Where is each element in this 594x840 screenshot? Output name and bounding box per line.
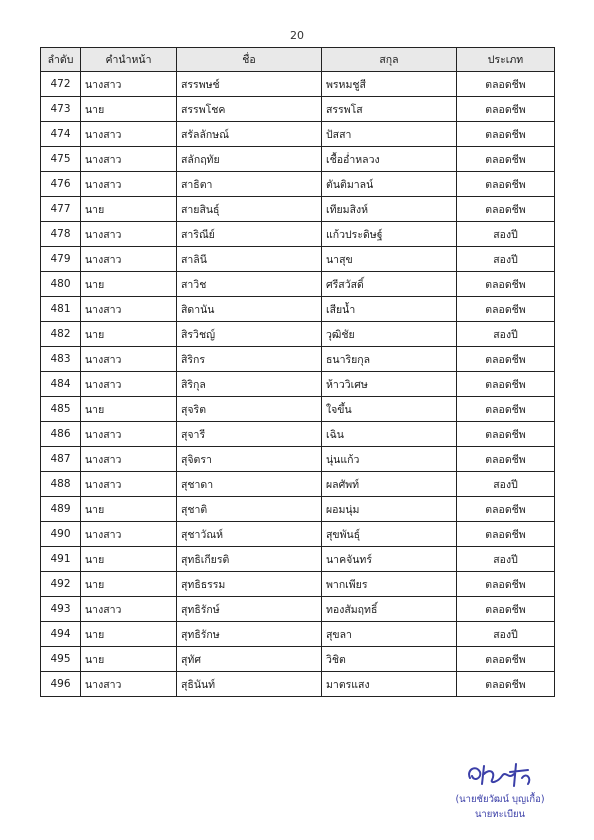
cell-order: 483: [41, 347, 81, 372]
cell-membership-type: สองปี: [457, 622, 555, 647]
cell-order: 474: [41, 122, 81, 147]
cell-membership-type: ตลอดชีพ: [457, 197, 555, 222]
table-row: [41, 72, 555, 97]
cell-title: นางสาว: [81, 147, 177, 172]
table-row: [41, 472, 555, 497]
cell-membership-type: สองปี: [457, 247, 555, 272]
cell-first-name: สุทธิเกียรติ: [177, 547, 322, 572]
cell-first-name: สาลินี: [177, 247, 322, 272]
table-row: [41, 397, 555, 422]
cell-last-name: นาสุข: [322, 247, 457, 272]
cell-first-name: สุทัศ: [177, 647, 322, 672]
cell-last-name: ศรีสวัสดิ์: [322, 272, 457, 297]
cell-membership-type: ตลอดชีพ: [457, 147, 555, 172]
header-order: ลำดับ: [41, 48, 81, 72]
cell-membership-type: ตลอดชีพ: [457, 372, 555, 397]
cell-title: นาย: [81, 272, 177, 297]
cell-title: นาย: [81, 497, 177, 522]
cell-membership-type: ตลอดชีพ: [457, 672, 555, 697]
cell-first-name: สุจริต: [177, 397, 322, 422]
table-row: [41, 322, 555, 347]
cell-title: นาย: [81, 97, 177, 122]
cell-title: นางสาว: [81, 122, 177, 147]
cell-last-name: สุขลา: [322, 622, 457, 647]
table-row: [41, 247, 555, 272]
table-row: [41, 172, 555, 197]
cell-membership-type: สองปี: [457, 547, 555, 572]
cell-order: 478: [41, 222, 81, 247]
cell-first-name: สรรพษช์: [177, 72, 322, 97]
cell-last-name: พรหมชูสี: [322, 72, 457, 97]
cell-title: นาย: [81, 647, 177, 672]
table-row: [41, 597, 555, 622]
table-row: [41, 297, 555, 322]
table-row: [41, 272, 555, 297]
cell-order: 496: [41, 672, 81, 697]
cell-last-name: พากเพียร: [322, 572, 457, 597]
cell-first-name: สิริกร: [177, 347, 322, 372]
cell-membership-type: สองปี: [457, 472, 555, 497]
cell-title: นาย: [81, 322, 177, 347]
member-table: [40, 47, 555, 697]
cell-first-name: สาวิช: [177, 272, 322, 297]
header-membership-type: ประเภท: [457, 48, 555, 72]
cell-title: นางสาว: [81, 422, 177, 447]
header-title: คำนำหน้า: [81, 48, 177, 72]
cell-membership-type: สองปี: [457, 222, 555, 247]
cell-title: นางสาว: [81, 222, 177, 247]
cell-first-name: สุชาวัณห์: [177, 522, 322, 547]
cell-last-name: ใจขึ้น: [322, 397, 457, 422]
cell-last-name: วิชิต: [322, 647, 457, 672]
cell-title: นางสาว: [81, 72, 177, 97]
cell-last-name: เทียมสิงห์: [322, 197, 457, 222]
table-row: [41, 197, 555, 222]
table-row: [41, 672, 555, 697]
cell-membership-type: ตลอดชีพ: [457, 172, 555, 197]
cell-order: 480: [41, 272, 81, 297]
cell-order: 476: [41, 172, 81, 197]
cell-first-name: สายสินธุ์: [177, 197, 322, 222]
cell-membership-type: ตลอดชีพ: [457, 597, 555, 622]
cell-membership-type: ตลอดชีพ: [457, 72, 555, 97]
cell-title: นาย: [81, 197, 177, 222]
cell-order: 490: [41, 522, 81, 547]
cell-title: นางสาว: [81, 247, 177, 272]
table-row: [41, 522, 555, 547]
cell-membership-type: ตลอดชีพ: [457, 422, 555, 447]
cell-membership-type: ตลอดชีพ: [457, 347, 555, 372]
cell-first-name: สรรพโชค: [177, 97, 322, 122]
table-row: [41, 447, 555, 472]
cell-membership-type: ตลอดชีพ: [457, 297, 555, 322]
cell-order: 475: [41, 147, 81, 172]
cell-title: นางสาว: [81, 447, 177, 472]
cell-order: 485: [41, 397, 81, 422]
cell-first-name: สุชาดา: [177, 472, 322, 497]
cell-first-name: สิริกุล: [177, 372, 322, 397]
cell-first-name: สรัลลักษณ์: [177, 122, 322, 147]
cell-first-name: สุทธิรักษ: [177, 622, 322, 647]
table-row: [41, 572, 555, 597]
table-row: [41, 122, 555, 147]
cell-first-name: สิรวิชญ์: [177, 322, 322, 347]
handwritten-signature: [462, 760, 538, 790]
cell-last-name: ทองสัมฤทธิ์: [322, 597, 457, 622]
cell-order: 493: [41, 597, 81, 622]
cell-order: 481: [41, 297, 81, 322]
cell-membership-type: ตลอดชีพ: [457, 447, 555, 472]
table-header-row: [41, 48, 555, 72]
cell-first-name: สลักฤทัย: [177, 147, 322, 172]
cell-order: 473: [41, 97, 81, 122]
cell-title: นางสาว: [81, 472, 177, 497]
header-last-name: สกุล: [322, 48, 457, 72]
cell-order: 491: [41, 547, 81, 572]
cell-order: 484: [41, 372, 81, 397]
cell-title: นาย: [81, 572, 177, 597]
cell-order: 495: [41, 647, 81, 672]
cell-first-name: สุทธิรักษ์: [177, 597, 322, 622]
header-first-name: ชื่อ: [177, 48, 322, 72]
cell-last-name: วุฒิชัย: [322, 322, 457, 347]
page-number: 20: [290, 29, 304, 42]
cell-membership-type: ตลอดชีพ: [457, 572, 555, 597]
table-row: [41, 422, 555, 447]
cell-title: นางสาว: [81, 522, 177, 547]
signer-position: นายทะเบียน: [474, 809, 526, 820]
cell-order: 486: [41, 422, 81, 447]
table-row: [41, 647, 555, 672]
cell-first-name: สุจารี: [177, 422, 322, 447]
cell-last-name: เสียน้ำ: [322, 297, 457, 322]
cell-title: นาย: [81, 547, 177, 572]
cell-order: 489: [41, 497, 81, 522]
cell-order: 477: [41, 197, 81, 222]
cell-membership-type: ตลอดชีพ: [457, 272, 555, 297]
cell-first-name: สาริณีย์: [177, 222, 322, 247]
cell-last-name: ห้าววิเศษ: [322, 372, 457, 397]
cell-first-name: สุธินันท์: [177, 672, 322, 697]
cell-membership-type: ตลอดชีพ: [457, 647, 555, 672]
cell-last-name: สรรพโส: [322, 97, 457, 122]
table-row: [41, 622, 555, 647]
cell-order: 488: [41, 472, 81, 497]
cell-last-name: เฉิน: [322, 422, 457, 447]
cell-first-name: สุชาติ: [177, 497, 322, 522]
cell-last-name: ผอมนุ่ม: [322, 497, 457, 522]
cell-last-name: ตันติมาลน์: [322, 172, 457, 197]
cell-title: นางสาว: [81, 297, 177, 322]
cell-membership-type: ตลอดชีพ: [457, 497, 555, 522]
table-row: [41, 97, 555, 122]
table-row: [41, 222, 555, 247]
signer-name: (นายชัยวัฒน์ บุญเกื้อ): [455, 794, 545, 805]
cell-order: 492: [41, 572, 81, 597]
cell-membership-type: ตลอดชีพ: [457, 397, 555, 422]
cell-last-name: เชื้ออ่ำหลวง: [322, 147, 457, 172]
cell-order: 494: [41, 622, 81, 647]
cell-first-name: สาธิตา: [177, 172, 322, 197]
table-body: [41, 72, 555, 697]
cell-last-name: มาตรแสง: [322, 672, 457, 697]
cell-title: นาย: [81, 397, 177, 422]
cell-title: นางสาว: [81, 172, 177, 197]
cell-last-name: ปัสสา: [322, 122, 457, 147]
cell-membership-type: ตลอดชีพ: [457, 522, 555, 547]
cell-membership-type: ตลอดชีพ: [457, 97, 555, 122]
cell-order: 472: [41, 72, 81, 97]
cell-first-name: สุทธิธรรม: [177, 572, 322, 597]
cell-title: นาย: [81, 622, 177, 647]
cell-title: นางสาว: [81, 372, 177, 397]
cell-membership-type: ตลอดชีพ: [457, 122, 555, 147]
cell-last-name: ผลศัพท์: [322, 472, 457, 497]
table-row: [41, 497, 555, 522]
table-row: [41, 372, 555, 397]
cell-last-name: ธนาริยกุล: [322, 347, 457, 372]
cell-order: 479: [41, 247, 81, 272]
cell-last-name: แก้วประดิษฐ์: [322, 222, 457, 247]
table-row: [41, 347, 555, 372]
cell-order: 487: [41, 447, 81, 472]
cell-membership-type: สองปี: [457, 322, 555, 347]
signature-block: [440, 760, 560, 822]
cell-title: นางสาว: [81, 347, 177, 372]
cell-first-name: สิดานัน: [177, 297, 322, 322]
cell-order: 482: [41, 322, 81, 347]
cell-last-name: นาคจันทร์: [322, 547, 457, 572]
table-row: [41, 547, 555, 572]
cell-title: นางสาว: [81, 672, 177, 697]
cell-title: นางสาว: [81, 597, 177, 622]
cell-first-name: สุจิตรา: [177, 447, 322, 472]
table-row: [41, 147, 555, 172]
cell-last-name: สุขพันธุ์: [322, 522, 457, 547]
cell-last-name: นุ่นแก้ว: [322, 447, 457, 472]
